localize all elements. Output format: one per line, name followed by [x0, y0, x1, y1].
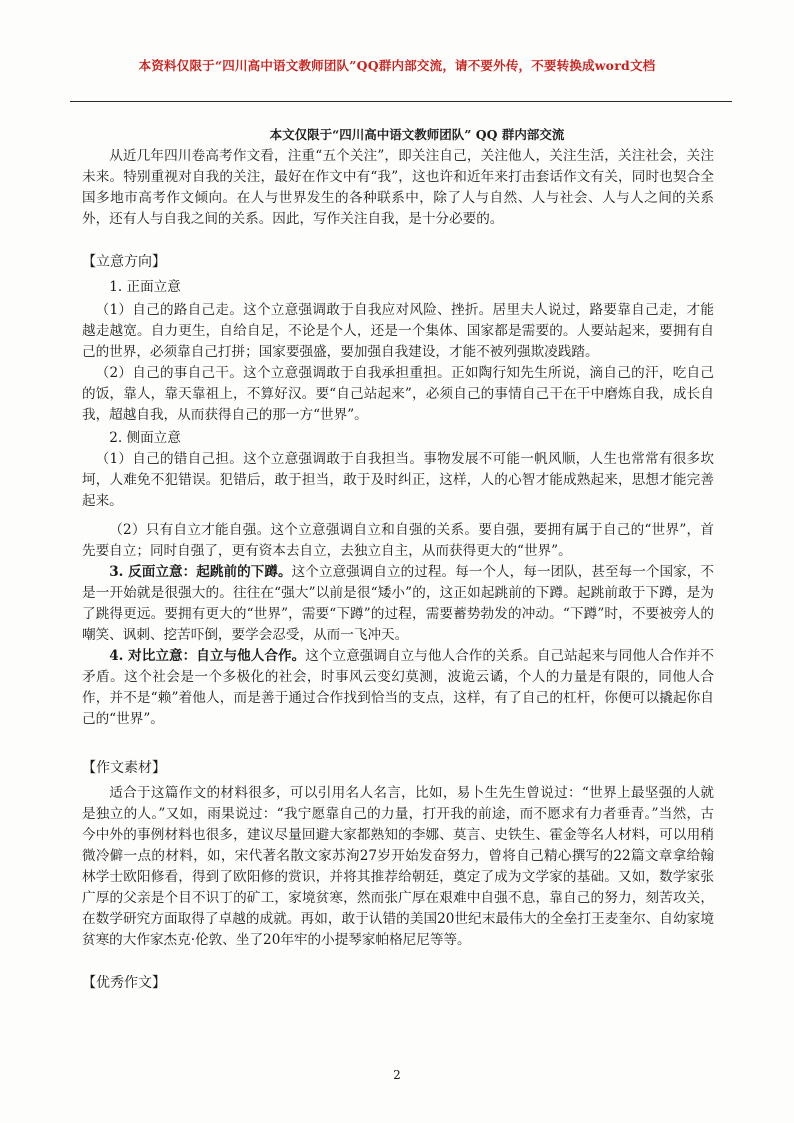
intro-paragraph: 从近几年四川卷高考作文看，注重“五个关注”，即关注自己，关注他人，关注生活，关注社会，关注未来。特别重视对自我的关注，最好在作文中有“我”，这也许和近年来打击套话作文有关，同时也契合全国多地市高考作文倾向。在人与世界发生的各种联系中，除了人与自然、人与社会、人与人之间的关系外，还有人与自我之间的关系。因此，写作关注自我，是十分必要的。 — [82, 148, 714, 227]
section-title-direction: 【立意方向】 — [82, 254, 166, 270]
paragraph-contrast — [82, 646, 714, 730]
paragraph-item-4 — [82, 520, 714, 562]
item-3-lead: （1）自己的错自己担。 — [95, 451, 244, 467]
copyright-banner: 本资料仅限于“四川高中语文教师团队”QQ群内部交流，请不要外传，不要转换成word文档 — [138, 58, 656, 73]
paragraph-item-2 — [82, 363, 714, 426]
item-4-lead: （2）只有自立才能自强。 — [109, 522, 271, 538]
item-1-lead: （1）自己的路自己走。 — [95, 302, 244, 318]
page-number: 2 — [393, 1068, 401, 1082]
paragraph-item-3 — [82, 449, 714, 512]
section-title-materials: 【作文素材】 — [82, 760, 166, 776]
paragraph-item-1 — [82, 300, 714, 363]
item-3-text: 这个立意强调敢于自我担当。事物发展不可能一帆风顺，人生也常常有很多坎坷，人难免不犯错误。犯错后，敢于担当，敢于及时纠正，这样，人的心智才能成熟起来，思想才能完善起来。 — [82, 451, 714, 509]
section-title-essays: 【优秀作文】 — [82, 975, 166, 991]
paragraph-reverse — [82, 562, 714, 646]
document-body — [82, 146, 714, 994]
reverse-lead: 3. 反面立意：起跳前的下蹲。 — [109, 564, 292, 580]
contrast-lead: 4. 对比立意：自立与他人合作。 — [109, 648, 306, 664]
document-header: 本文仅限于“四川高中语文教师团队” QQ 群内部交流 — [269, 127, 565, 142]
item-1-text: 这个立意强调敢于自我应对风险、挫折。居里夫人说过，路要靠自己走，才能越走越宽。自力更生，自给自足，不论是个人，还是一个集体、国家都是需要的。人要站起来，要拥有自己的世界，必须靠自己打拼；国家要强盛，要加强自我建设，才能不被列强欺凌践踏。 — [82, 302, 714, 360]
materials-paragraph: 适合于这篇作文的材料很多，可以引用名人名言，比如，易卜生先生曾说过：“世界上最坚强的人就是独立的人。”又如，雨果说过：“我宁愿靠自己的力量，打开我的前途，而不愿求有力者垂青。”当然，古今中外的事例材料也很多，建议尽量回避大家都熟知的李娜、莫言、史铁生、霍金等名人材料，可以用稍微冷僻一点的材料，如，宋代著名散文家苏洵27岁开始发奋努力，曾将自己精心撰写的22篇文章拿给翰林学士欧阳修看，得到了欧阳修的赏识，并将其推荐给朝廷，奠定了成为文学家的基础。又如，数学家张广厚的父亲是个目不识丁的矿工，家境贫寒，然而张广厚在艰难中自强不息，靠自己的努力，刻苦攻关，在数学研究方面取得了卓越的成就。再如，敢于认错的美国20世纪末最伟大的全垒打王麦奎尔、自幼家境贫寒的大作家杰克·伦敦、坐了20年牢的小提琴家帕格尼尼等等。 — [82, 785, 714, 948]
header-divider — [70, 101, 732, 102]
contrast-text: 这个立意强调自立与他人合作的关系。自己站起来与同他人合作并不矛盾。这个社会是一个多极化的社会，时事风云变幻莫测，波诡云谲，个人的力量是有限的，同他人合作，并不是“赖”着他人，而是善于通过合作找到恰当的支点，这样，有了自己的杠杆，你便可以撬起你自己的“世界”。 — [82, 648, 714, 727]
item-2-text: 这个立意强调敢于自我承担重担。正如陶行知先生所说，滴自己的汗，吃自己的饭，靠人，靠天靠祖上，不算好汉。要“自己站起来”，必须自己的事情自己干在干中磨炼自我，成长自我，超越自我，从而获得自己的那一方“世界”。 — [82, 365, 714, 423]
subheading-side: 2. 侧面立意 — [109, 430, 181, 446]
item-4-text: 这个立意强调自立和自强的关系。要自强，要拥有属于自己的“世界”，首先要自立；同时自强了，更有资本去自立，去独立自主，从而获得更大的“世界”。 — [82, 522, 714, 559]
reverse-text: 这个立意强调自立的过程。每一个人，每一团队，甚至每一个国家，不是一开始就是很强大的。往往在“强大”以前是很“矮小”的，这正如起跳前的下蹲。起跳前敢于下蹲，是为了跳得更远。要拥有更大的“世界”，需要“下蹲”的过程，需要蓄势勃发的冲动。“下蹲”时，不要被旁人的嘲笑、讽刺、挖苦吓倒，要学会忍受，从而一飞冲天。 — [82, 564, 714, 643]
subheading-positive: 1. 正面立意 — [109, 279, 181, 295]
item-2-lead: （2）自己的事自己干。 — [95, 365, 244, 381]
